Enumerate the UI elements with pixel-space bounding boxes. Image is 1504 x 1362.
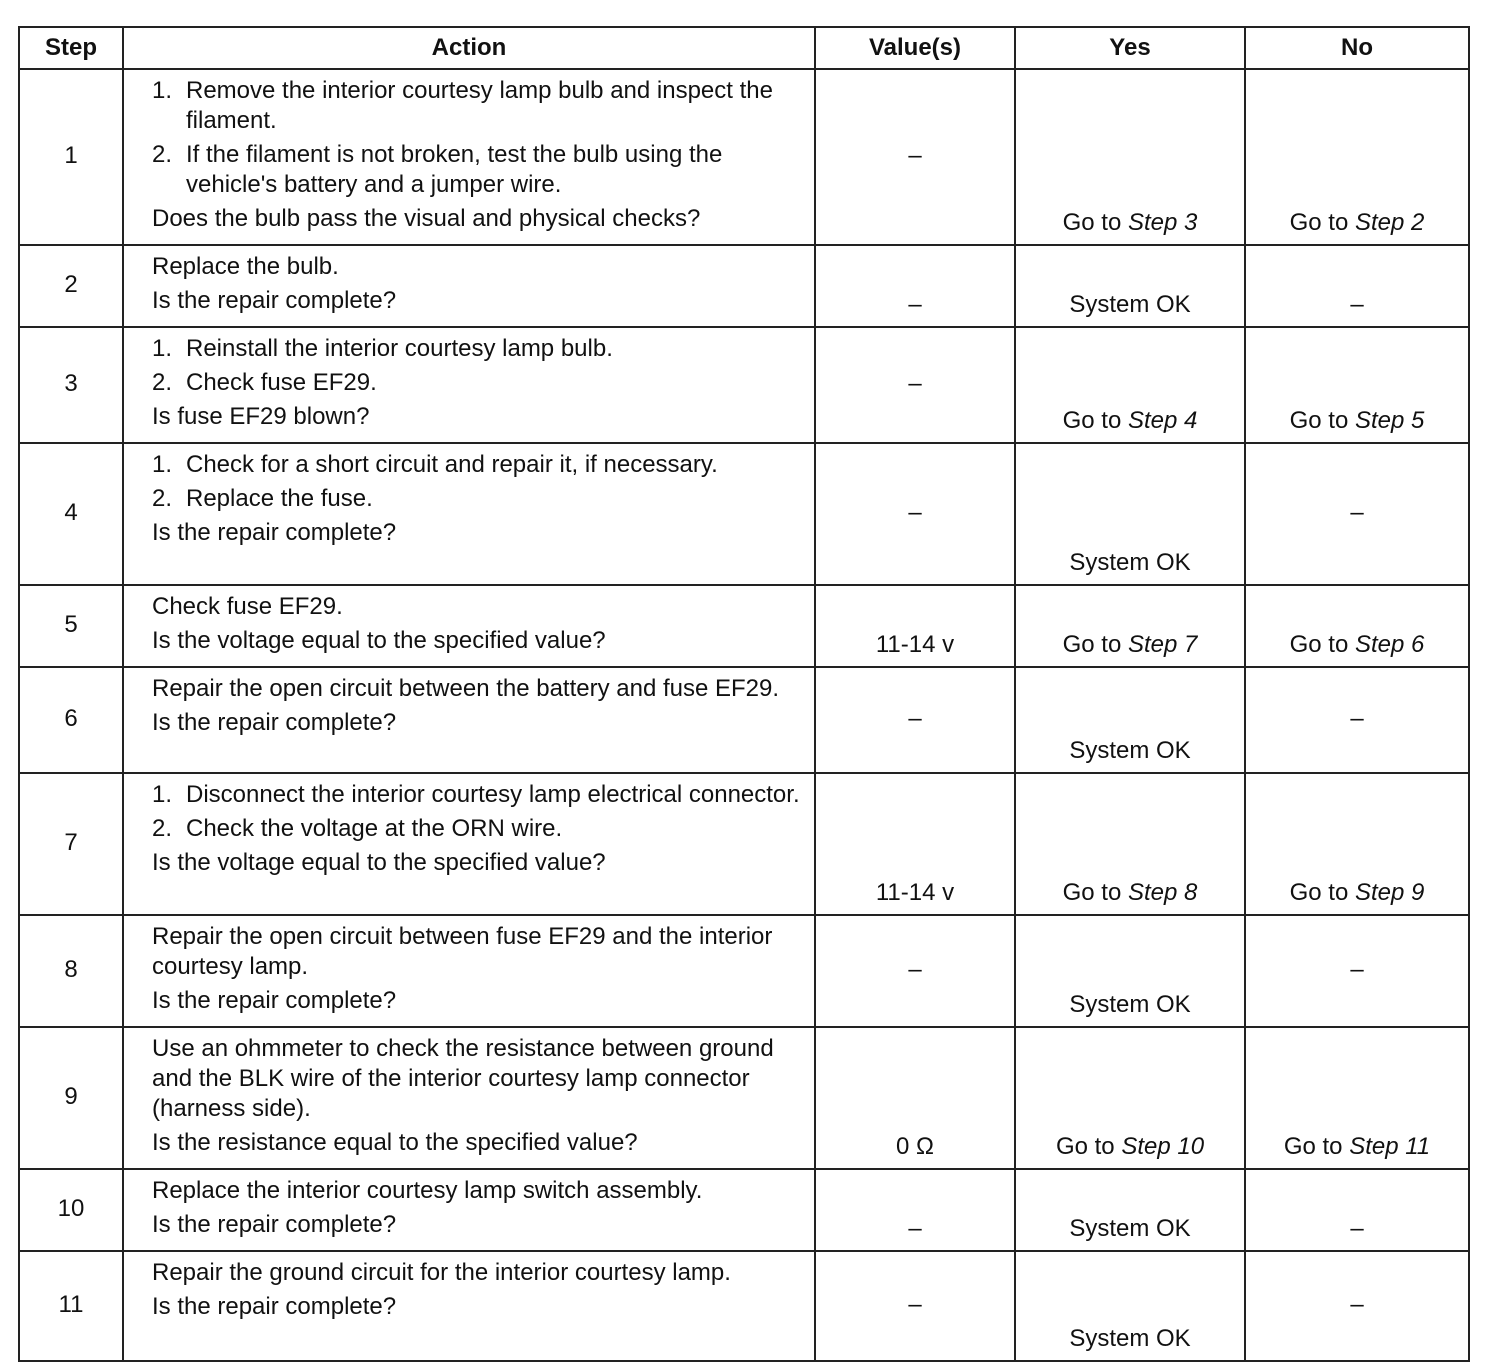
- action-text: Replace the bulb.: [152, 253, 339, 280]
- action-cell: [123, 667, 815, 773]
- yes-cell: System OK: [1015, 667, 1245, 773]
- table-row: [19, 773, 1469, 915]
- step-number: 6: [19, 667, 123, 773]
- action-cell: [123, 915, 815, 1027]
- yes-cell: Go to Step 3: [1015, 69, 1245, 245]
- action-question: Is the voltage equal to the specified value?: [152, 849, 606, 876]
- table-row: [19, 245, 1469, 327]
- value-cell: –: [815, 1169, 1015, 1251]
- no-cell: –: [1245, 245, 1469, 327]
- action-text: Repair the open circuit between fuse EF29 and the interior courtesy lamp.: [152, 923, 773, 980]
- action-item: 1. Remove the interior courtesy lamp bulb and inspect the filament.: [152, 77, 773, 134]
- value-cell: 11-14 v: [815, 773, 1015, 915]
- action-question: Is the voltage equal to the specified value?: [152, 627, 606, 654]
- action-cell: [123, 69, 815, 245]
- value-cell: –: [815, 69, 1015, 245]
- no-cell: –: [1245, 1169, 1469, 1251]
- step-number: 2: [19, 245, 123, 327]
- table-row: [19, 915, 1469, 1027]
- no-cell: Go to Step 11: [1245, 1027, 1469, 1169]
- action-cell: [123, 585, 815, 667]
- table-row: [19, 443, 1469, 585]
- header-yes: Yes: [1015, 27, 1245, 69]
- no-cell: –: [1245, 443, 1469, 585]
- action-text: Repair the open circuit between the battery and fuse EF29.: [152, 675, 780, 702]
- no-cell: –: [1245, 1251, 1469, 1361]
- step-number: 11: [19, 1251, 123, 1361]
- table-row: [19, 1169, 1469, 1251]
- no-cell: Go to Step 6: [1245, 585, 1469, 667]
- step-number: 10: [19, 1169, 123, 1251]
- table-row: [19, 667, 1469, 773]
- action-text: Replace the interior courtesy lamp switch assembly.: [152, 1177, 703, 1204]
- action-question: Is the repair complete?: [152, 987, 397, 1014]
- action-cell: [123, 327, 815, 443]
- diagnostic-table: [18, 26, 1470, 1362]
- no-cell: –: [1245, 667, 1469, 773]
- no-cell: Go to Step 2: [1245, 69, 1469, 245]
- no-cell: –: [1245, 915, 1469, 1027]
- header-row: [19, 27, 1469, 69]
- table-row: [19, 327, 1469, 443]
- action-question: Is the resistance equal to the specified value?: [152, 1129, 638, 1156]
- step-number: 8: [19, 915, 123, 1027]
- action-text: Check fuse EF29.: [152, 593, 343, 620]
- yes-cell: System OK: [1015, 1251, 1245, 1361]
- action-question: Does the bulb pass the visual and physical checks?: [152, 205, 701, 232]
- action-cell: [123, 1027, 815, 1169]
- yes-cell: Go to Step 10: [1015, 1027, 1245, 1169]
- value-cell: –: [815, 1251, 1015, 1361]
- action-cell: [123, 773, 815, 915]
- header-step: Step: [19, 27, 123, 69]
- header-no: No: [1245, 27, 1469, 69]
- step-number: 1: [19, 69, 123, 245]
- action-question: Is fuse EF29 blown?: [152, 403, 370, 430]
- step-number: 3: [19, 327, 123, 443]
- value-cell: 11-14 v: [815, 585, 1015, 667]
- action-question: Is the repair complete?: [152, 519, 397, 546]
- no-cell: Go to Step 5: [1245, 327, 1469, 443]
- table-row: [19, 585, 1469, 667]
- action-item: 2. Check the voltage at the ORN wire.: [152, 815, 563, 842]
- action-item: 1. Disconnect the interior courtesy lamp electrical connector.: [152, 781, 800, 808]
- header-action: Action: [123, 27, 815, 69]
- yes-cell: System OK: [1015, 1169, 1245, 1251]
- step-number: 4: [19, 443, 123, 585]
- action-question: Is the repair complete?: [152, 1293, 397, 1320]
- action-item: 1. Reinstall the interior courtesy lamp bulb.: [152, 335, 613, 362]
- action-question: Is the repair complete?: [152, 287, 397, 314]
- table-row: [19, 1251, 1469, 1361]
- yes-cell: System OK: [1015, 245, 1245, 327]
- table-row: [19, 1027, 1469, 1169]
- action-cell: [123, 443, 815, 585]
- yes-cell: System OK: [1015, 443, 1245, 585]
- action-item: 2. Replace the fuse.: [152, 485, 373, 512]
- action-text: Use an ohmmeter to check the resistance between ground and the BLK wire of the interior courtesy lamp connector (harness side).: [152, 1035, 774, 1122]
- value-cell: 0 Ω: [815, 1027, 1015, 1169]
- no-cell: Go to Step 9: [1245, 773, 1469, 915]
- yes-cell: Go to Step 8: [1015, 773, 1245, 915]
- action-cell: [123, 1169, 815, 1251]
- step-number: 9: [19, 1027, 123, 1169]
- action-item: 2. If the filament is not broken, test the bulb using the vehicle's battery and a jumper wire.: [152, 141, 723, 198]
- action-cell: [123, 1251, 815, 1361]
- value-cell: –: [815, 245, 1015, 327]
- table-row: [19, 69, 1469, 245]
- value-cell: –: [815, 667, 1015, 773]
- yes-cell: Go to Step 4: [1015, 327, 1245, 443]
- action-question: Is the repair complete?: [152, 709, 397, 736]
- action-text: Repair the ground circuit for the interior courtesy lamp.: [152, 1259, 731, 1286]
- yes-cell: System OK: [1015, 915, 1245, 1027]
- yes-cell: Go to Step 7: [1015, 585, 1245, 667]
- header-values: Value(s): [815, 27, 1015, 69]
- value-cell: –: [815, 327, 1015, 443]
- diagnostic-table-sheet: [18, 26, 1468, 1362]
- step-number: 7: [19, 773, 123, 915]
- action-cell: [123, 245, 815, 327]
- action-question: Is the repair complete?: [152, 1211, 397, 1238]
- value-cell: –: [815, 443, 1015, 585]
- value-cell: –: [815, 915, 1015, 1027]
- action-item: 1. Check for a short circuit and repair it, if necessary.: [152, 451, 718, 478]
- action-item: 2. Check fuse EF29.: [152, 369, 377, 396]
- step-number: 5: [19, 585, 123, 667]
